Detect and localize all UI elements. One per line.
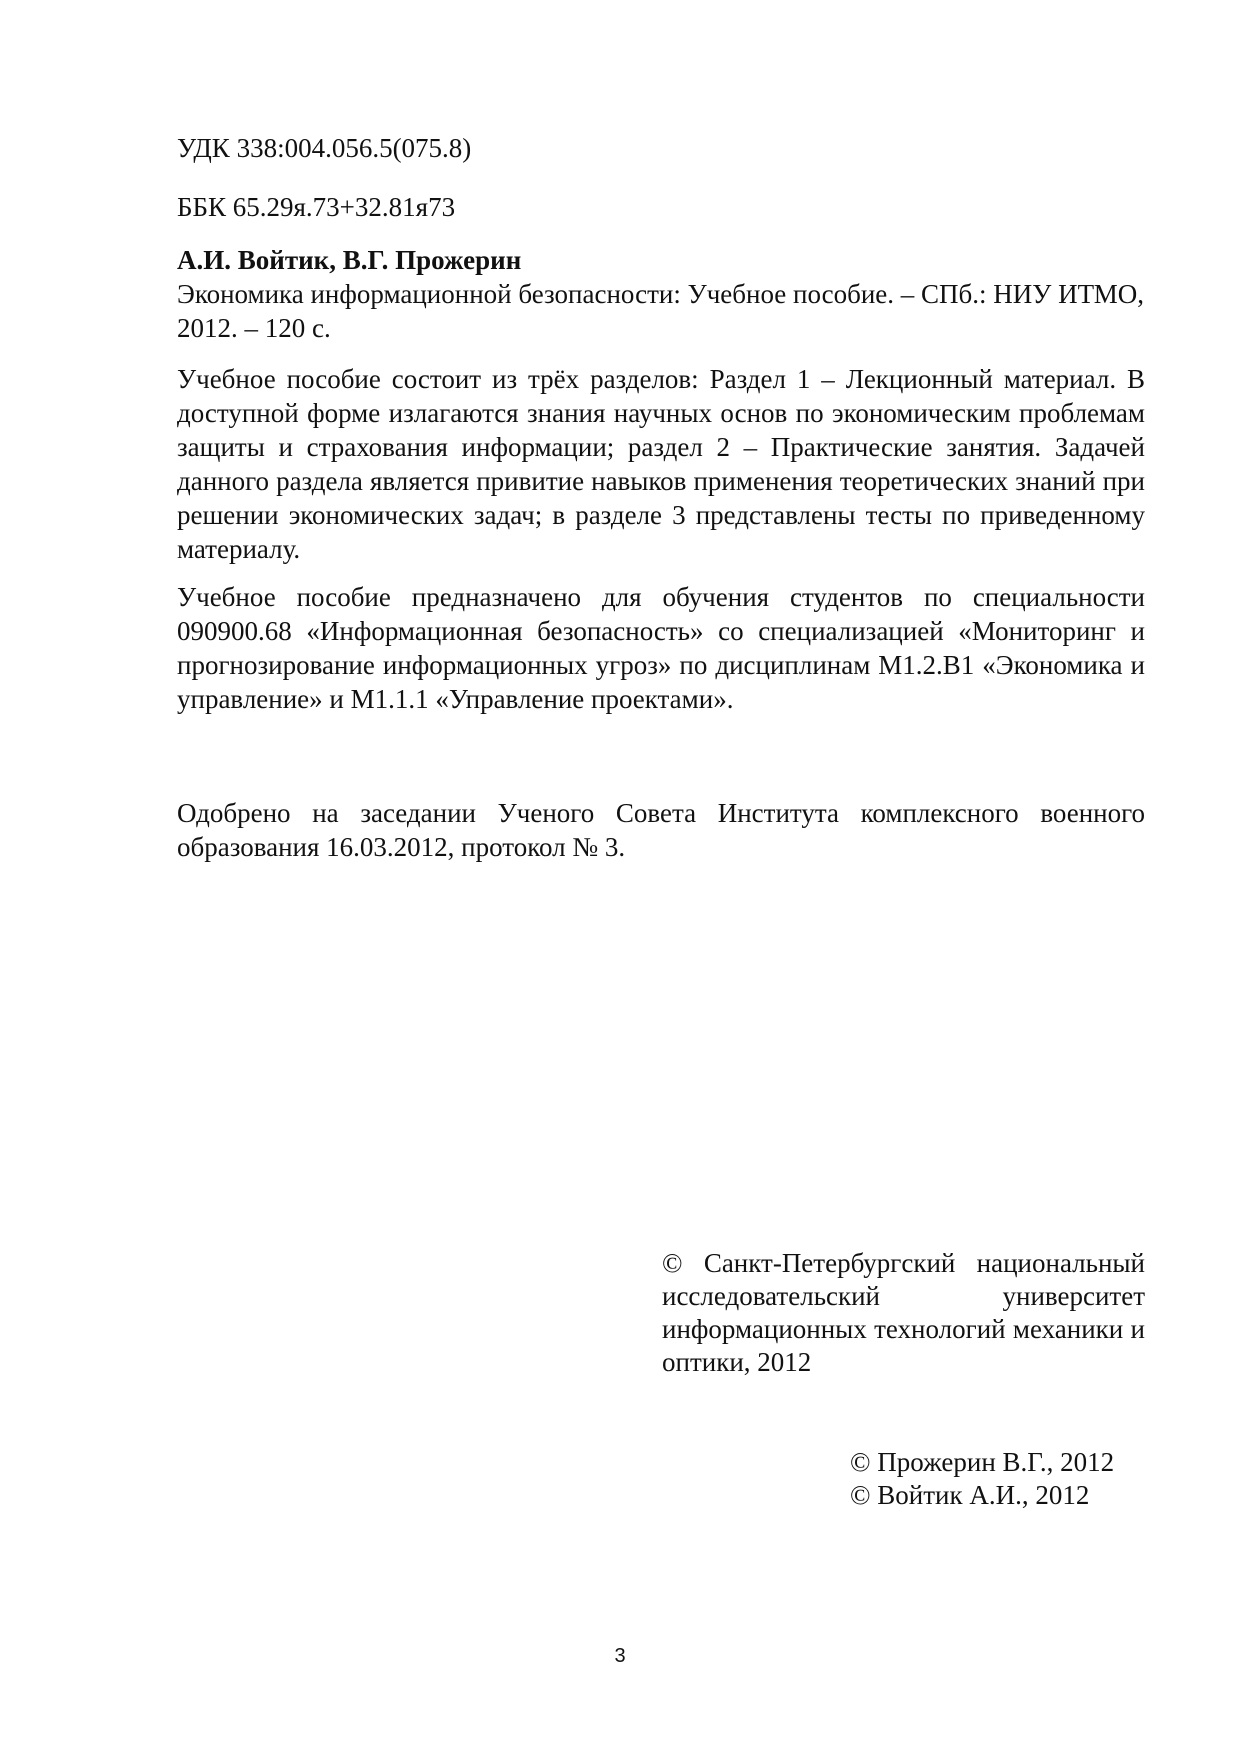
copyright-organization: © Санкт-Петербургский национальный исследовательский университет информационных технологий механики и оптики, 2012 [662, 1248, 1145, 1377]
copyright-author-1: © Прожерин В.Г., 2012 [850, 1447, 1115, 1477]
abstract-paragraph-1: Учебное пособие состоит из трёх разделов: Раздел 1 – Лекционный материал. В доступной форме излагаются знания научных основ по экономическим проблемам защиты и страхования информации; раздел 2 – Практические занятия. Задачей данного раздела является привитие навыков применения теоретических знаний при решении экономических задач; в разделе 3 представлены тесты по приведенному материалу. [177, 364, 1145, 564]
abstract-paragraph-2: Учебное пособие предназначено для обучения студентов по специальности 090900.68 «Информационная безопасность» со специализацией «Мониторинг и прогнозирование информационных угроз» по дисциплинам М1.2.В1 «Экономика и управление» и М1.1.1 «Управление проектами». [177, 582, 1145, 714]
copyright-author-2: © Войтик А.И., 2012 [850, 1480, 1090, 1510]
copyright-authors [850, 1446, 1150, 1512]
udk-code: УДК 338:004.056.5(075.8) [177, 133, 472, 163]
authors-line: А.И. Войтик, В.Г. Прожерин [177, 245, 522, 275]
page-number: 3 [614, 1645, 626, 1667]
bbk-code: ББК 65.29я.73+32.81я73 [177, 192, 456, 222]
approval-note: Одобрено на заседании Ученого Совета Института комплексного военного образования 16.03.2012, протокол № 3. [177, 798, 1145, 862]
bibliographic-entry: Экономика информационной безопасности: Учебное пособие. – СПб.: НИУ ИТМО, 2012. – 120 с. [177, 279, 1145, 343]
